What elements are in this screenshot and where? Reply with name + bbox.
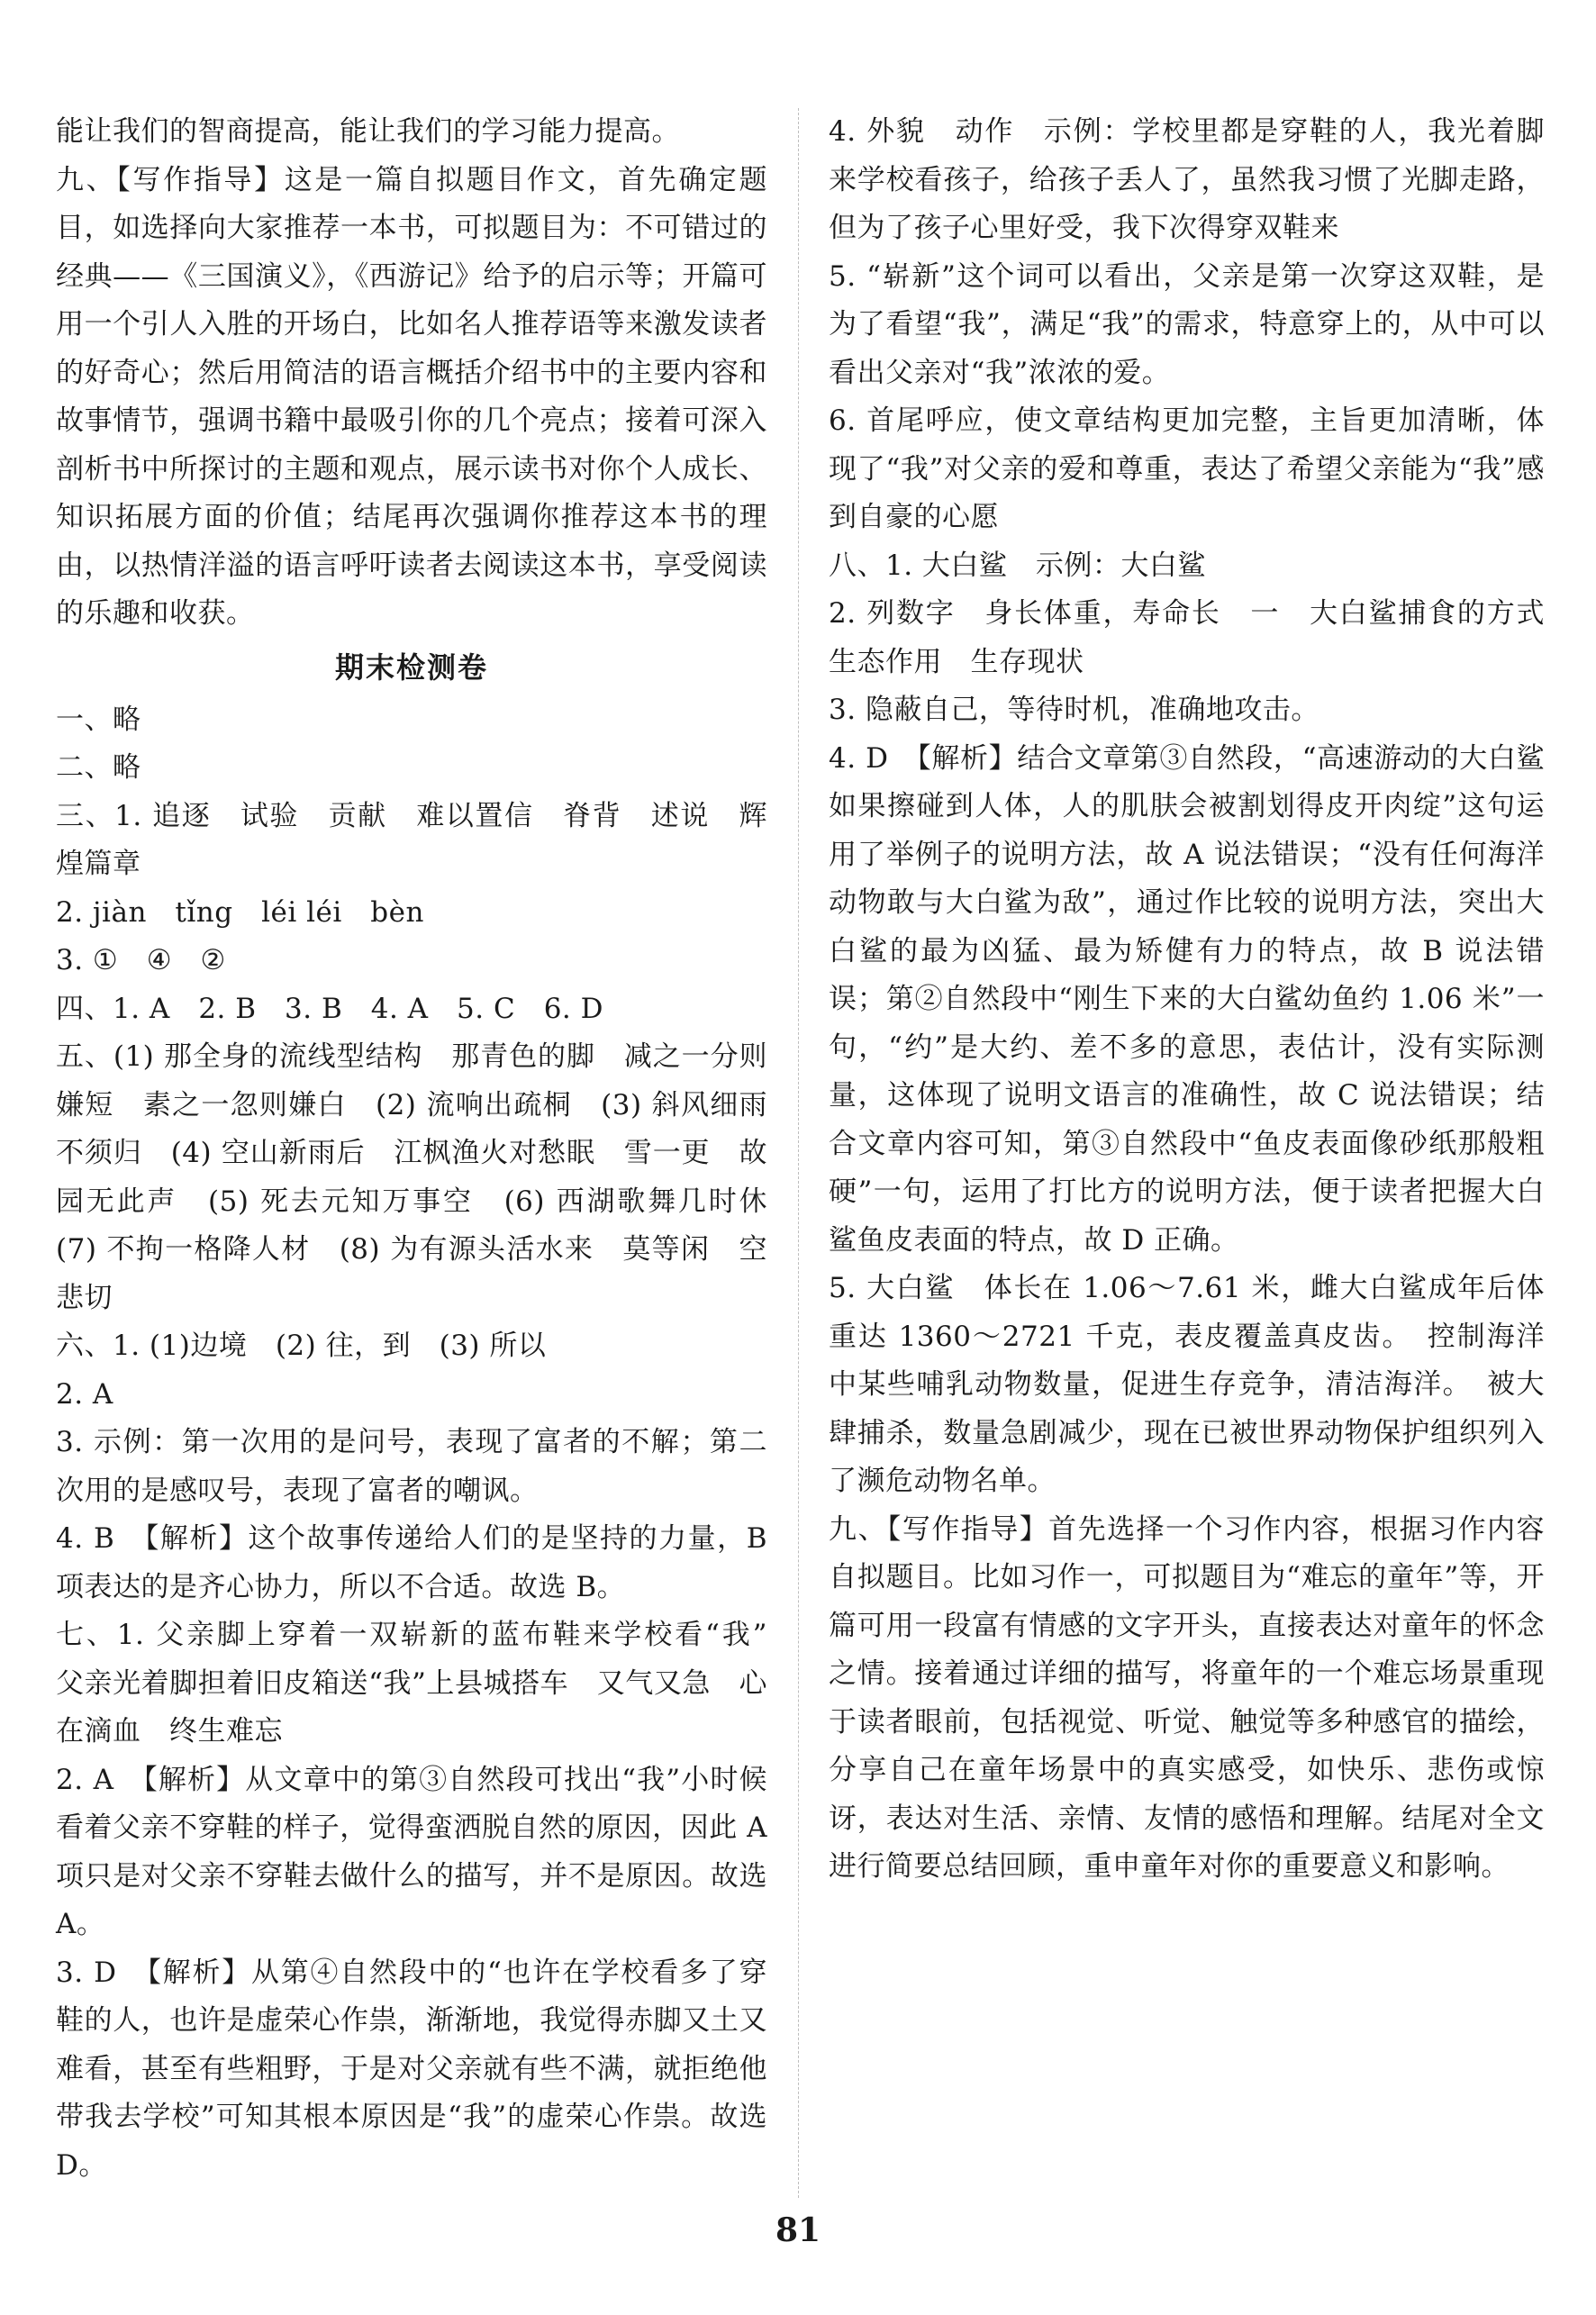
answer-item: 二、略 — [56, 751, 141, 784]
answer-item: 4. D 【解析】结合文章第③自然段，“高速游动的大白鲨如果擦碰到人体，人的肌肤会被割划得皮开肉绽”这句运用了举例子的说明方法，故 A 说法错误；“没有任何海洋动物敢与大白鲨为敌”，通过作比较的说明方法，突出大白鲨的最为凶猛、最为矫健有力的特点，故 B 说法错误；第②自然段中“刚生下来的大白鲨幼鱼约 1.06 米”一句，“约”是大约、差不多的意思，表估计，没有实际测量，这体现了说明文语言的准确性，故 C 说法错误；结合文章内容可知，第③自然段中“鱼皮表面像砂纸那般粗硬”一句，运用了打比方的说明方法，便于读者把握大白鲨鱼皮表面的特点，故 D 正确。 — [829, 741, 1545, 1257]
column-divider — [798, 108, 799, 2198]
page-number: 81 — [775, 2211, 821, 2249]
paragraph-continuation: 能让我们的智商提高，能让我们的学习能力提高。 — [56, 115, 680, 148]
answer-item: 4. B 【解析】这个故事传递给人们的是坚持的力量，B项表达的是齐心协力，所以不合适。故选 B。 — [56, 1522, 767, 1603]
writing-guidance-9b: 九、【写作指导】首先选择一个习作内容，根据习作内容自拟题目。比如习作一，可拟题目为“难忘的童年”等，开篇可用一段富有情感的文字开头，直接表达对童年的怀念之情。接着通过详细的描写，将童年的一个难忘场景重现于读者眼前，包括视觉、听觉、触觉等多种感官的描绘，分享自己在童年场景中的真实感受，如快乐、悲伤或惊讶，表达对生活、亲情、友情的感悟和理解。结尾对全文进行简要总结回顾，重申童年对你的重要意义和影响。 — [829, 1512, 1545, 1883]
answer-item: 3. 示例：第一次用的是问号，表现了富者的不解；第二次用的是感叹号，表现了富者的嘲讽。 — [56, 1426, 767, 1507]
answer-item: 一、略 — [56, 703, 141, 736]
answer-item: 4. 外貌 动作 示例：学校里都是穿鞋的人，我光着脚来学校看孩子，给孩子丢人了，虽然我习惯了光脚走路，但为了孩子心里好受，我下次得穿双鞋来 — [829, 115, 1545, 244]
answer-item: 五、(1) 那全身的流线型结构 那青色的脚 减之一分则嫌短 素之一忽则嫌白 (2) 流响出疏桐 (3) 斜风细雨不须归 (4) 空山新雨后 江枫渔火对愁眠 雪一更 故园无此声 (5) 死去元知万事空 (6) 西湖歌舞几时休 (7) 不拘一格降人材 (8) 为有源头活水来 莫等闲 空悲切 — [56, 1040, 796, 1314]
left-column — [56, 108, 796, 2190]
section-title: 期末检测卷 — [334, 649, 488, 685]
answer-item: 2. A — [56, 1377, 113, 1411]
answer-item: 3. D 【解析】从第④自然段中的“也许在学校看多了穿鞋的人，也许是虚荣心作祟，渐渐地，我觉得赤脚又土又难看，甚至有些粗野，于是对父亲就有些不满，就拒绝他带我去学校”可知其根本原因是“我”的虚荣心作祟。故选 D。 — [56, 1956, 767, 2182]
answer-item: 四、1. A 2. B 3. B 4. A 5. C 6. D — [56, 992, 603, 1025]
answer-item: 六、1. (1)边境 (2) 往，到 (3) 所以 — [56, 1330, 547, 1362]
answer-item: 5. 大白鲨 体长在 1.06～7.61 米，雌大白鲨成年后体重达 1360～2721 千克，表皮覆盖真皮齿。 控制海洋中某些哺乳动物数量，促进生存竞争，清洁海洋。 被大肆捕杀，数量急剧减少，现在已被世界动物保护组织列入了濒危动物名单。 — [829, 1272, 1545, 1497]
answer-item: 三、1. 追逐 试验 贡献 难以置信 脊背 述说 辉煌篇章 — [56, 799, 767, 880]
writing-guidance-9: 九、【写作指导】这是一篇自拟题目作文，首先确定题目，如选择向大家推荐一本书，可拟题目为：不可错过的经典——《三国演义》，《西游记》给予的启示等；开篇可用一个引人入胜的开场白，比如名人推荐语等来激发读者的好奇心；然后用简洁的语言概括介绍书中的主要内容和故事情节，强调书籍中最吸引你的几个亮点；接着可深入剖析书中所探讨的主题和观点，展示读书对你个人成长、知识拓展方面的价值；结尾再次强调你推荐这本书的理由，以热情洋溢的语言呼吁读者去阅读这本书，享受阅读的乐趣和收获。 — [56, 163, 767, 630]
answer-item: 2. 列数字 身长体重，寿命长 一 大白鲨捕食的方式 生态作用 生存现状 — [829, 597, 1573, 678]
answer-item: 3. 隐蔽自己，等待时机，准确地攻击。 — [829, 694, 1319, 726]
right-column — [829, 108, 1573, 1892]
answer-item: 5. “崭新”这个词可以看出，父亲是第一次穿这双鞋，是为了看望“我”，满足“我”的需求，特意穿上的，从中可以看出父亲对“我”浓浓的爱。 — [829, 259, 1545, 389]
answer-item: 2. jiàn tǐng léi léi bèn — [56, 895, 424, 929]
answer-item: 七、1. 父亲脚上穿着一双崭新的蓝布鞋来学校看“我” 父亲光着脚担着旧皮箱送“我”上县城搭车 又气又急 心在滴血 终生难忘 — [56, 1619, 796, 1748]
answer-item: 2. A 【解析】从文章中的第③自然段可找出“我”小时候看着父亲不穿鞋的样子，觉得蛮洒脱自然的原因，因此 A 项只是对父亲不穿鞋去做什么的描写，并不是原因。故选 A。 — [56, 1763, 767, 1940]
answer-item: 3. ① ④ ② — [56, 944, 226, 976]
answer-item: 6. 首尾呼应，使文章结构更加完整，主旨更加清晰，体现了“我”对父亲的爱和尊重，表达了希望父亲能为“我”感到自豪的心愿 — [829, 404, 1545, 533]
answer-item: 八、1. 大白鲨 示例：大白鲨 — [829, 549, 1206, 582]
